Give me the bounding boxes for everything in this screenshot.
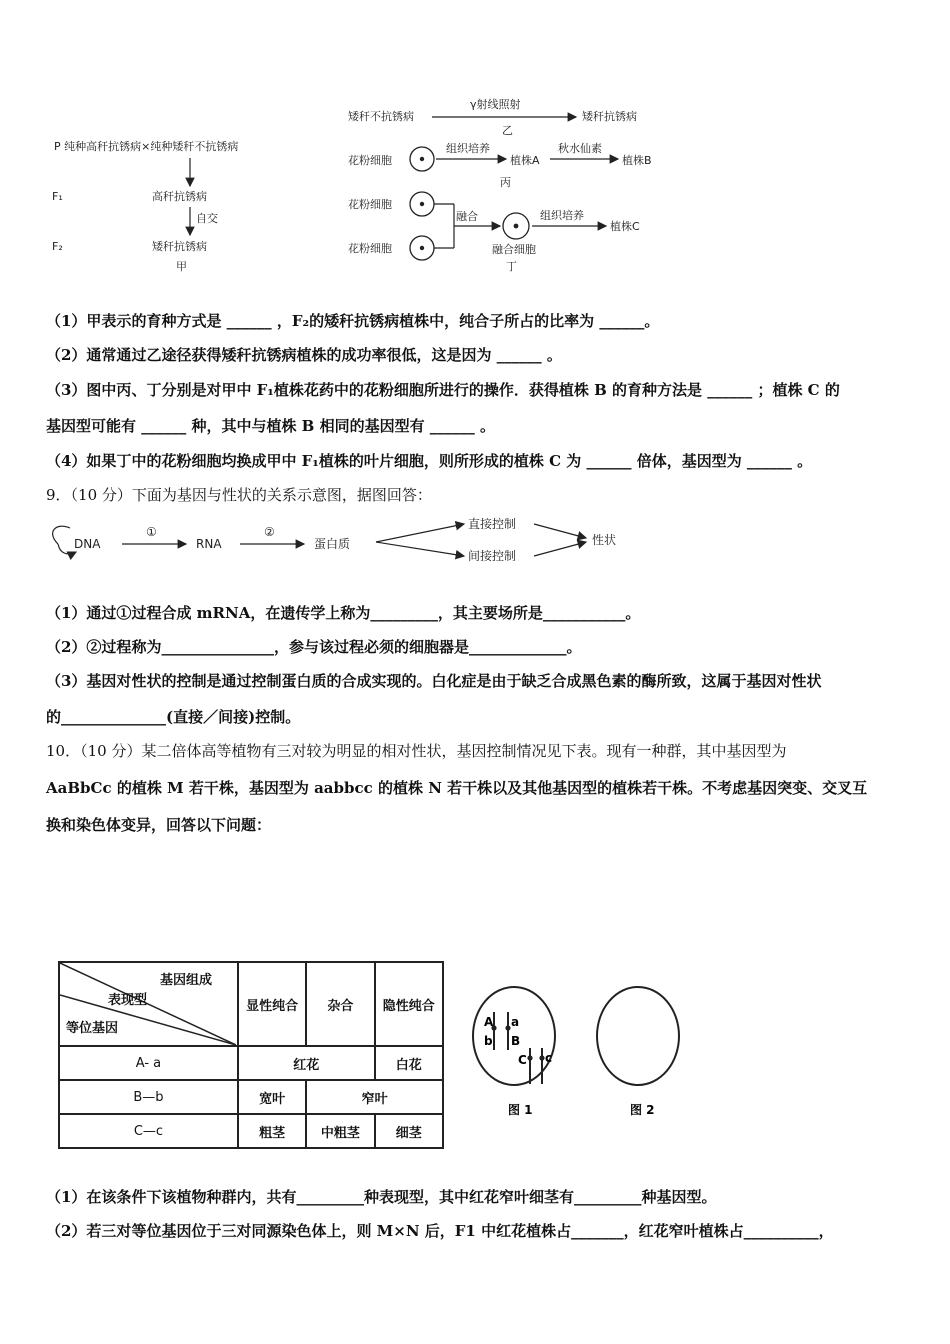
selfing-label: 自交 [196, 212, 218, 225]
row-c-thin: 细茎 [375, 1114, 443, 1148]
pollen-cell-3: 花粉细胞 [348, 242, 392, 255]
f1-text: 高秆抗锈病 [152, 190, 207, 203]
gene-A: A [484, 1015, 494, 1029]
gene-c: c [545, 1051, 553, 1065]
gene-C: C [518, 1053, 527, 1067]
q9-title: 9．（10 分）下面为基因与性状的关系示意图，据图回答： [46, 486, 432, 504]
q10-line-3: 换和染色体变异，回答以下问题： [46, 816, 272, 834]
yi-end: 矮秆抗锈病 [582, 110, 637, 123]
q8-line-2: （2）通常通过乙途径获得矮秆抗锈病植株的成功率很低，这是因为 ______ 。 [46, 346, 562, 364]
plant-b: 植株B [622, 154, 652, 167]
q8-line-5: （4）如果丁中的花粉细胞均换成甲中 F₁植株的叶片细胞，则所形成的植株 C 为 ______ 倍体，基因型为 ______ 。 [46, 452, 813, 470]
yi-start: 矮秆不抗锈病 [348, 110, 414, 123]
jia-label: 甲 [176, 260, 187, 273]
direct-control-label: 直接控制 [468, 517, 517, 531]
pollen-cell-2: 花粉细胞 [348, 198, 392, 211]
col-heterozygous: 杂合 [306, 962, 374, 1046]
f2-text: 矮秆抗锈病 [152, 240, 207, 253]
bing-label: 丙 [500, 176, 511, 189]
rna-label: RNA [196, 537, 222, 551]
q8-line-3: （3）图中丙、丁分别是对甲中 F₁植株花药中的花粉细胞所进行的操作．获得植株 B 的育种方法是 ______ ；植株 C 的 [46, 381, 840, 399]
row-b-narrow: 窄叶 [306, 1080, 443, 1114]
hdr-phenotype: 表现型 [108, 993, 148, 1008]
row-a-white: 白花 [375, 1046, 443, 1080]
hdr-genotype: 基因组成 [160, 973, 213, 988]
q10-line-2: AaBbCc 的植株 M 若干株，基因型为 aabbcc 的植株 N 若干株以及其他基因型的植株若干株。不考虑基因突变、交叉互 [46, 779, 868, 797]
step-1-label: ① [146, 525, 157, 539]
f2-label: F₂ [52, 240, 63, 253]
yi-label: 乙 [502, 124, 513, 137]
col-homozygous-dominant: 显性纯合 [238, 962, 306, 1046]
row-a-gene: A- a [59, 1046, 238, 1080]
fused-cell-label: 融合细胞 [492, 243, 536, 256]
gene-a: a [511, 1015, 520, 1029]
figure-2-cell [597, 987, 679, 1085]
figure-1-label: 图 1 [508, 1103, 533, 1117]
plant-c: 植株C [610, 220, 640, 233]
ding-label: 丁 [506, 260, 517, 273]
genotype-table [58, 961, 444, 1149]
gene-trait-diagram [46, 512, 646, 568]
q8-line-4: 基因型可能有 ______ 种，其中与植株 B 相同的基因型有 ______ 。 [46, 417, 496, 435]
row-a-red: 红花 [238, 1046, 375, 1080]
hdr-allele: 等位基因 [66, 1021, 119, 1036]
q9-line-1: （1）通过①过程合成 mRNA，在遗传学上称为_________，其主要场所是___________。 [46, 604, 641, 622]
f1-label: F₁ [52, 190, 63, 203]
gene-B: B [511, 1034, 521, 1048]
q9-line-4: 的______________(直接／间接)控制。 [46, 708, 301, 726]
colchicine-label: 秋水仙素 [558, 142, 602, 155]
trait-label: 性状 [592, 533, 617, 547]
row-c-gene: C—c [59, 1114, 238, 1148]
figure-2-label: 图 2 [630, 1103, 655, 1117]
row-c-medium: 中粗茎 [306, 1114, 374, 1148]
tissue-culture-label: 组织培养 [446, 142, 490, 155]
q8-line-1: （1）甲表示的育种方式是 ______ ，F₂的矮秆抗锈病植株中，纯合子所占的比率为 ______。 [46, 312, 660, 330]
fusion-label: 融合 [456, 210, 478, 223]
q9-line-2: （2）②过程称为_______________，参与该过程必须的细胞器是_____________。 [46, 638, 582, 656]
plant-a: 植株A [510, 154, 540, 167]
col-homozygous-recessive: 隐性纯合 [375, 962, 443, 1046]
row-b-wide: 宽叶 [238, 1080, 306, 1114]
row-b-gene: B—b [59, 1080, 238, 1114]
table-header-diagonal [59, 962, 238, 1046]
protein-label: 蛋白质 [314, 537, 351, 551]
q10-question-2: （2）若三对等位基因位于三对同源染色体上，则 M×N 后，F1 中红花植株占_______，红花窄叶植株占__________， [46, 1222, 834, 1240]
q9-line-3: （3）基因对性状的控制是通过控制蛋白质的合成实现的。白化症是由于缺乏合成黑色素的酶所致，这属于基因对性状 [46, 672, 822, 690]
gene-b: b [484, 1034, 493, 1048]
q10-title: 10．（10 分）某二倍体高等植物有三对较为明显的相对性状，基因控制情况见下表。现有一种群，其中基因型为 [46, 742, 787, 760]
indirect-control-label: 间接控制 [468, 549, 517, 563]
dna-label: DNA [74, 537, 101, 551]
q10-question-1: （1）在该条件下该植物种群内，共有_________种表现型，其中红花窄叶细茎有_________种基因型。 [46, 1188, 717, 1206]
row-c-thick: 粗茎 [238, 1114, 306, 1148]
tissue-culture-label-2: 组织培养 [540, 209, 584, 222]
cell-figures [470, 984, 700, 1124]
pollen-cell-1: 花粉细胞 [348, 154, 392, 167]
step-2-label: ② [264, 525, 275, 539]
p-line: P 纯种高秆抗锈病×纯种矮秆不抗锈病 [54, 140, 239, 153]
yi-arrow-label: γ射线照射 [470, 98, 521, 111]
breeding-diagram [40, 90, 720, 290]
